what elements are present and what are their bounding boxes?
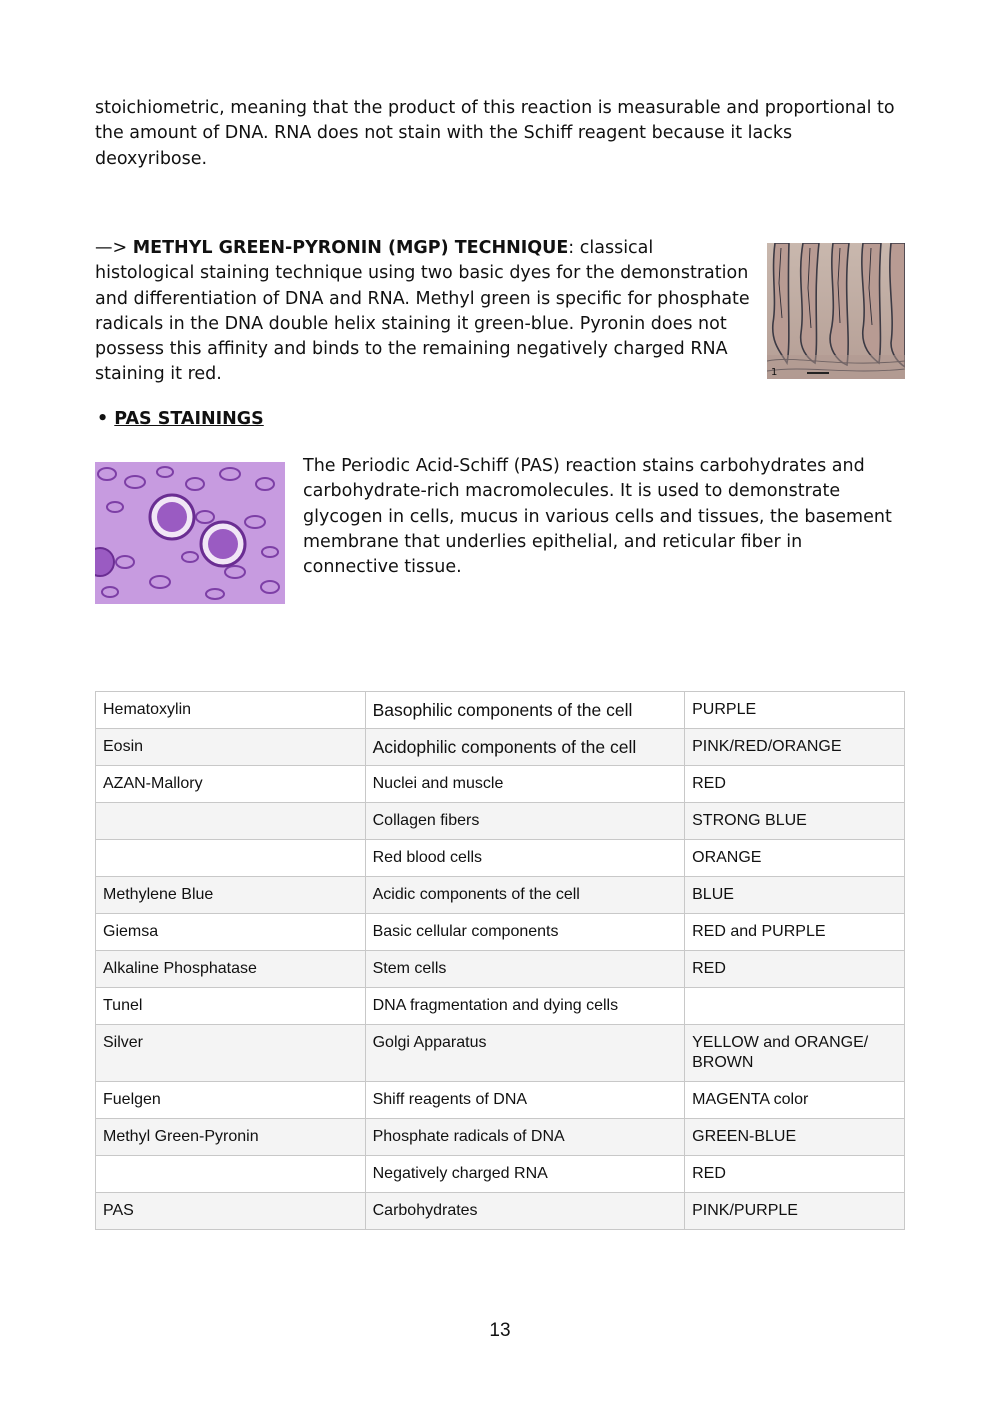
stain-color-cell: GREEN-BLUE xyxy=(685,1119,905,1156)
stain-color-cell: PURPLE xyxy=(685,692,905,729)
table-row xyxy=(96,692,905,729)
stain-target-cell: Basic cellular components xyxy=(365,914,685,951)
stain-target-cell: Collagen fibers xyxy=(365,803,685,840)
stain-target-cell: Shiff reagents of DNA xyxy=(365,1082,685,1119)
stain-name-cell xyxy=(96,803,366,840)
table-row xyxy=(96,840,905,877)
stain-table xyxy=(95,691,905,1230)
bullet-icon: • xyxy=(97,409,109,429)
mgp-text: : classical histological staining technique using two basic dyes for the demonstration and differentiation of DNA and RNA. Methyl green is specific for phosphate radicals in the DNA double helix staining it green-blue. Pyronin does not possess this affinity and binds to the remaining negatively charged RNA staining it red. xyxy=(95,238,750,385)
mgp-micrograph xyxy=(767,243,905,379)
table-row xyxy=(96,988,905,1025)
stain-target-cell: Carbohydrates xyxy=(365,1193,685,1230)
stain-target-cell: Stem cells xyxy=(365,951,685,988)
table-row xyxy=(96,766,905,803)
stain-target-cell: Basophilic components of the cell xyxy=(365,692,685,729)
stain-color-cell: PINK/PURPLE xyxy=(685,1193,905,1230)
stain-target-cell: Red blood cells xyxy=(365,840,685,877)
stain-name-cell: Methylene Blue xyxy=(96,877,366,914)
table-row xyxy=(96,803,905,840)
stain-name-cell: Hematoxylin xyxy=(96,692,366,729)
stain-target-cell: Phosphate radicals of DNA xyxy=(365,1119,685,1156)
stain-color-cell: RED xyxy=(685,951,905,988)
pas-micrograph xyxy=(95,462,285,604)
stain-color-cell: RED and PURPLE xyxy=(685,914,905,951)
stain-name-cell: Giemsa xyxy=(96,914,366,951)
arrow-icon: —> xyxy=(95,238,128,258)
table-row xyxy=(96,1025,905,1082)
stain-name-cell: AZAN-Mallory xyxy=(96,766,366,803)
stain-color-cell: YELLOW and ORANGE/ BROWN xyxy=(685,1025,905,1082)
stain-target-cell: Nuclei and muscle xyxy=(365,766,685,803)
stain-color-cell: RED xyxy=(685,766,905,803)
intro-paragraph: stoichiometric, meaning that the product of this reaction is measurable and proportional to the amount of DNA. RNA does not stain with the Schiff reagent because it lacks deoxyribose. xyxy=(95,98,895,169)
stain-target-cell: DNA fragmentation and dying cells xyxy=(365,988,685,1025)
table-row xyxy=(96,914,905,951)
stain-name-cell: Fuelgen xyxy=(96,1082,366,1119)
stain-target-cell: Acidic components of the cell xyxy=(365,877,685,914)
table-row xyxy=(96,1193,905,1230)
stain-color-cell xyxy=(685,988,905,1025)
table-row xyxy=(96,729,905,766)
stain-color-cell: STRONG BLUE xyxy=(685,803,905,840)
table-row xyxy=(96,1119,905,1156)
stain-name-cell: PAS xyxy=(96,1193,366,1230)
pas-paragraph: The Periodic Acid-Schiff (PAS) reaction stains carbohydrates and carbohydrate-rich macromolecules. It is used to demonstrate glycogen in cells, mucus in various cells and tissues, the basement membrane that underlies epithelial, and reticular fiber in connective tissue. xyxy=(303,456,892,578)
page-number: 13 xyxy=(489,1320,511,1341)
stain-name-cell: Alkaline Phosphatase xyxy=(96,951,366,988)
table-row xyxy=(96,1082,905,1119)
stain-color-cell: BLUE xyxy=(685,877,905,914)
table-row xyxy=(96,1156,905,1193)
mgp-title: METHYL GREEN-PYRONIN (MGP) TECHNIQUE xyxy=(132,238,569,258)
pas-heading-text: PAS STAININGS xyxy=(114,409,264,429)
table-row xyxy=(96,877,905,914)
stain-name-cell: Eosin xyxy=(96,729,366,766)
stain-name-cell xyxy=(96,1156,366,1193)
stain-name-cell: Methyl Green-Pyronin xyxy=(96,1119,366,1156)
stain-target-cell: Golgi Apparatus xyxy=(365,1025,685,1082)
stain-name-cell: Silver xyxy=(96,1025,366,1082)
stain-target-cell: Acidophilic components of the cell xyxy=(365,729,685,766)
stain-name-cell xyxy=(96,840,366,877)
stain-color-cell: RED xyxy=(685,1156,905,1193)
stain-color-cell: PINK/RED/ORANGE xyxy=(685,729,905,766)
stain-name-cell: Tunel xyxy=(96,988,366,1025)
pas-heading xyxy=(97,409,264,429)
stain-target-cell: Negatively charged RNA xyxy=(365,1156,685,1193)
mgp-figure-label: 1 xyxy=(771,367,778,378)
stain-color-cell: MAGENTA color xyxy=(685,1082,905,1119)
mgp-paragraph xyxy=(95,236,755,388)
table-row xyxy=(96,951,905,988)
stain-color-cell: ORANGE xyxy=(685,840,905,877)
